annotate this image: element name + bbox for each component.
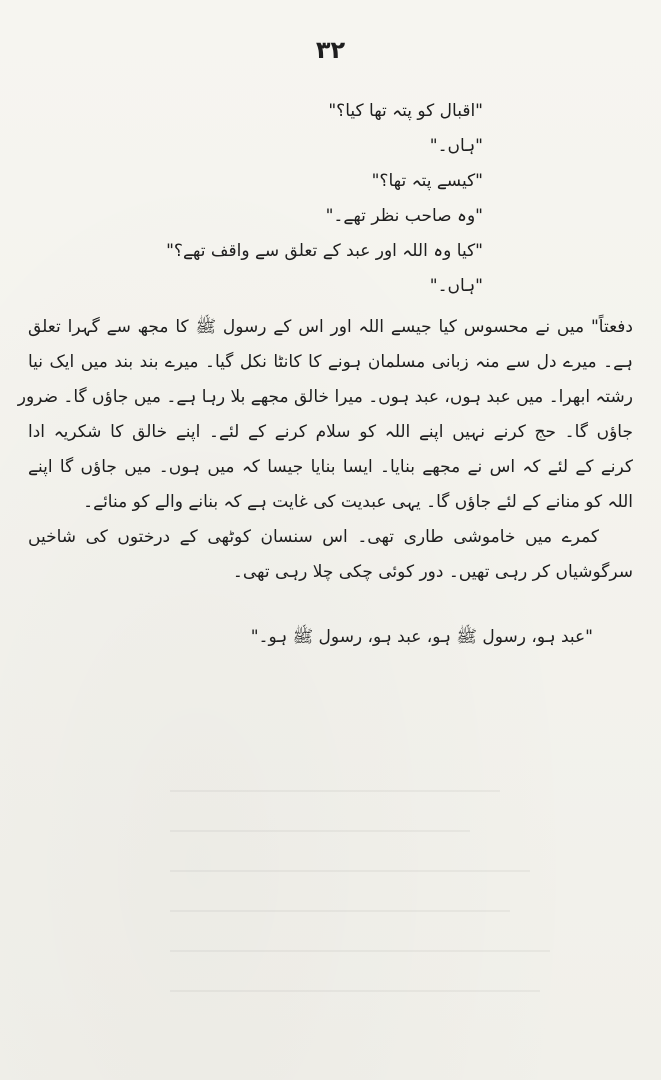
closing-quote: "عبد ہو، رسول ﷺ ہو، عبد ہو، رسول ﷺ ہو۔" <box>250 627 593 647</box>
bleed-through-mark <box>170 990 540 992</box>
page-number: ۳۲ <box>315 36 346 64</box>
dialogue-line: "کیا وہ اللہ اور عبد کے تعلق سے واقف تھے؟" <box>166 241 483 261</box>
paragraph-line: رشتہ ابھرا۔ میں عبد ہوں، عبد ہوں۔ میرا خالق مجھے بلا رہا ہے۔ میں جاؤں گا۔ ضرور <box>17 387 633 407</box>
bleed-through-mark <box>170 790 500 792</box>
bleed-through-mark <box>170 950 550 952</box>
dialogue-line: "کیسے پتہ تھا؟" <box>371 171 483 191</box>
paragraph-block <box>17 310 633 530</box>
closing-block <box>28 620 633 660</box>
paragraph-block <box>28 520 633 600</box>
bleed-through-mark <box>170 830 470 832</box>
paragraph <box>28 520 633 590</box>
paragraph-line: کرنے کے لئے کہ اس نے مجھے بنایا۔ ایسا بنایا جیسا کہ میں ہوں۔ میں جاؤں گا اپنے <box>28 457 633 477</box>
paragraph <box>17 310 633 520</box>
dialogue-line: "وہ صاحب نظر تھے۔" <box>325 206 483 226</box>
dialogue-line: "ہاں۔" <box>429 276 483 296</box>
paragraph-line: دفعتاً" میں نے محسوس کیا جیسے اللہ اور اس کے رسول ﷺ کا مجھ سے گہرا تعلق <box>28 317 633 337</box>
paragraph-line: اللہ کو منانے کے لئے جاؤں گا۔ یہی عبدیت کی غایت ہے کہ بنانے والے کو منائے۔ <box>83 492 633 512</box>
dialogue-line: "اقبال کو پتہ تھا کیا؟" <box>328 101 483 121</box>
bleed-through-mark <box>170 910 510 912</box>
paragraph-line: کمرے میں خاموشی طاری تھی۔ اس سنسان کوٹھی کے درختوں کی شاخیں <box>28 527 599 547</box>
dialogue-block <box>28 94 633 304</box>
paragraph-line: ہے۔ میرے دل سے منہ زبانی مسلمان ہونے کا کانٹا نکل گیا۔ میرے بند بند میں ایک نیا <box>28 352 633 372</box>
paragraph-line: سرگوشیاں کر رہی تھیں۔ دور کوئی چکی چلا رہی تھی۔ <box>232 562 633 582</box>
dialogue-line: "ہاں۔" <box>429 136 483 156</box>
bleed-through-mark <box>170 870 530 872</box>
paragraph-line: جاؤں گا۔ حج کرنے نہیں اپنے اللہ کو سلام کرنے کے لئے۔ اپنے خالق کا شکریہ ادا <box>28 422 633 442</box>
